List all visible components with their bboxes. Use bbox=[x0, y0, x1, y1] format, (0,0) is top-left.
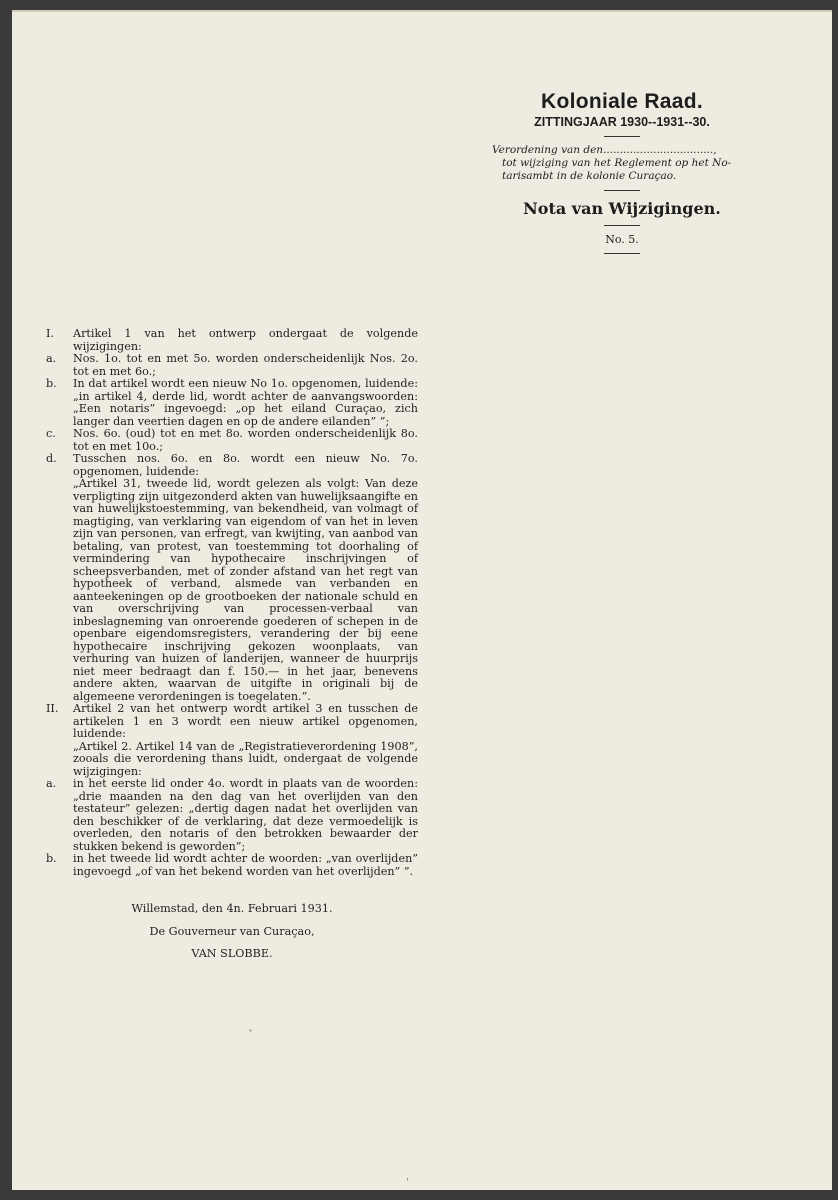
nota-number: No. 5. bbox=[605, 233, 639, 246]
document-page bbox=[12, 10, 832, 1190]
item-label: c. bbox=[46, 427, 56, 440]
item-text: Nos. 6o. (oud) tot en met 8o. worden onderscheidenlijk 8o. tot en met 10o.; bbox=[73, 427, 418, 453]
ordinance-subject bbox=[462, 144, 747, 183]
item-text: Artikel 2 van het ontwerp wordt artikel 3 en tusschen de artikelen 1 en 3 wordt een nieuw artikel opgenomen, luidende: bbox=[73, 702, 418, 740]
subject-line-1: Verordening van den................................., bbox=[492, 144, 717, 156]
council-title: Koloniale Raad. bbox=[540, 90, 704, 113]
session-year: ZITTINGJAAR 1930--1931--30. bbox=[534, 115, 710, 129]
closing-block bbox=[46, 903, 418, 971]
item-label: a. bbox=[46, 352, 57, 365]
amendment-item bbox=[46, 353, 418, 378]
document-header bbox=[472, 90, 772, 261]
amendment-item bbox=[46, 453, 418, 478]
place-date: Willemstad, den 4n. Februari 1931. bbox=[131, 902, 333, 915]
item-text: „Artikel 2. Artikel 14 van de „Registratieverordening 1908”, zooals die verordening thans luidt, ondergaat de volgende wijzigingen: bbox=[73, 739, 418, 778]
item-label: a. bbox=[46, 777, 57, 790]
divider bbox=[604, 190, 640, 191]
governor-office: De Gouverneur van Curaçao, bbox=[149, 924, 315, 938]
subject-line-3: tarisambt in de kolonie Curaçao. bbox=[502, 170, 677, 182]
amendment-item bbox=[46, 428, 418, 453]
item-label: I. bbox=[46, 327, 54, 340]
signatory: VAN SLOBBE. bbox=[191, 947, 273, 960]
amendment-quote bbox=[46, 478, 418, 703]
amendment-quote bbox=[46, 741, 418, 779]
item-text: Tusschen nos. 6o. en 8o. wordt een nieuw No. 7o. opgenomen, luidende: bbox=[73, 452, 418, 478]
divider bbox=[604, 136, 640, 137]
item-label bbox=[46, 478, 73, 703]
subject-line-2: tot wijziging van het Reglement op het No- bbox=[502, 157, 732, 169]
amendments-body bbox=[46, 328, 418, 878]
item-text: Artikel 1 van het ontwerp ondergaat de volgende wijzigingen: bbox=[73, 327, 418, 353]
item-label: b. bbox=[46, 852, 57, 865]
item-label bbox=[46, 741, 73, 779]
divider bbox=[604, 253, 640, 254]
item-label: b. bbox=[46, 377, 57, 390]
item-label: II. bbox=[46, 702, 59, 715]
item-text: In dat artikel wordt een nieuw No 1o. opgenomen, luidende: „in artikel 4, derde lid, wordt achter de aanvangswoorden: „Een notaris” ingevoegd: „op het eiland Curaçao, zich langer dan veertien dagen en op de andere eilanden” ”; bbox=[73, 377, 418, 428]
amendment-item bbox=[46, 378, 418, 428]
item-text: Nos. 1o. tot en met 5o. worden onderscheidenlijk Nos. 2o. tot en met 6o.; bbox=[73, 352, 418, 378]
amendment-item bbox=[46, 328, 418, 353]
paper-speck: ˇ bbox=[248, 1030, 253, 1041]
amendment-item bbox=[46, 703, 418, 741]
divider bbox=[604, 225, 640, 226]
item-text: in het eerste lid onder 4o. wordt in plaats van de woorden: „drie maanden na den dag van het overlijden van den testateur” gelezen: „dertig dagen nadat het overlijden van den beschikker of de verklaring, dat deze vermoedelijk is overleden, den notaris of den betrokken bewaarder der stukken bekend is geworden”; bbox=[73, 777, 418, 853]
item-text: „Artikel 31, tweede lid, wordt gelezen als volgt: Van deze verpligting zijn uitgezonderd akten van huwelijksaangifte en van huwelijkstoestemming, van bekendheid, van volmagt of magtiging, van verklaring van eigendom of van het in leven zijn van personen, van erfregt, van kwijting, van aanbod van betaling, van protest, van toestemming tot doorhaling of vermindering van hypothecaire inschrijvingen of scheepsverbanden, met of zonder afstand van het regt van hypotheek of verband, alsmede van verbanden en aanteekeningen op de grootboeken der nationale schuld en van overschrijving van processen-verbaal van inbeslagneming van onroerende goederen of schepen in de openbare eigendomsregisters, verandering der bij eene hypothecaire inschrijving gekozen woonplaats, van verhuring van huizen of landerijen, wanneer de huurprijs niet meer bedraagt dan f. 150.— in het jaar, benevens andere akten, waarvan de uitgifte in originali bij de algemeene verordeningen is toegelaten.”. bbox=[73, 477, 418, 703]
top-edge bbox=[12, 10, 832, 12]
item-text: in het tweede lid wordt achter de woorden: „van overlijden” ingevoegd „of van het bekend worden van het overlijden” ”. bbox=[73, 852, 418, 878]
item-label: d. bbox=[46, 452, 57, 465]
amendment-item bbox=[46, 853, 418, 878]
amendment-item bbox=[46, 778, 418, 853]
paper-speck: ˈ bbox=[406, 1178, 409, 1189]
nota-title: Nota van Wijzigingen. bbox=[523, 199, 721, 218]
